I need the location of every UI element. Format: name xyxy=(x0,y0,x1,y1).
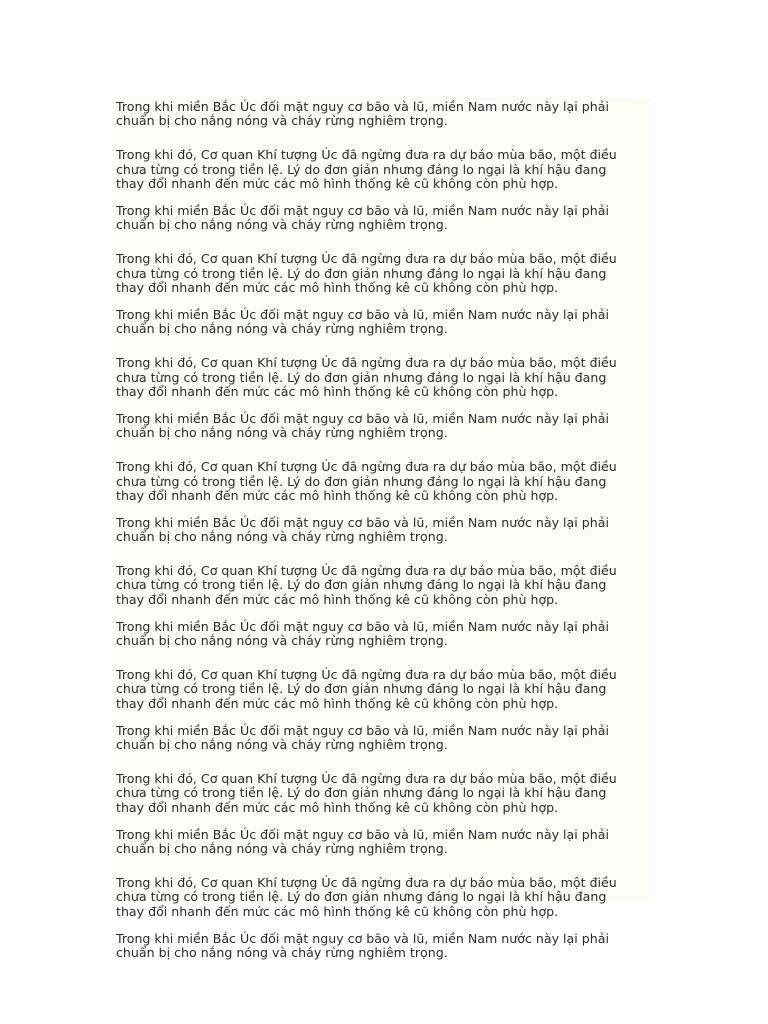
paragraph-bureau-forecast: Trong khi đó, Cơ quan Khí tượng Úc đã ngừng đưa ra dự báo mùa bão, một điều chưa từng có trong tiền lệ. Lý do đơn giản nhưng đáng lo ngại là khí hậu đang thay đổi nhanh đến mức các mô hình thống kê cũ không còn phù hợp. xyxy=(116,667,617,711)
paragraph-north-south-risk: Trong khi miền Bắc Úc đối mặt nguy cơ bão và lũ, miền Nam nước này lại phải chuẩn bị cho nắng nóng và cháy rừng nghiêm trọng. xyxy=(116,618,609,649)
paragraph-bureau-forecast: Trong khi đó, Cơ quan Khí tượng Úc đã ngừng đưa ra dự báo mùa bão, một điều chưa từng có trong tiền lệ. Lý do đơn giản nhưng đáng lo ngại là khí hậu đang thay đổi nhanh đến mức các mô hình thống kê cũ không còn phù hợp. xyxy=(116,459,617,503)
paragraph-bureau-forecast: Trong khi đó, Cơ quan Khí tượng Úc đã ngừng đưa ra dự báo mùa bão, một điều chưa từng có trong tiền lệ. Lý do đơn giản nhưng đáng lo ngại là khí hậu đang thay đổi nhanh đến mức các mô hình thống kê cũ không còn phù hợp. xyxy=(116,251,617,295)
paragraph-north-south-risk: Trong khi miền Bắc Úc đối mặt nguy cơ bão và lũ, miền Nam nước này lại phải chuẩn bị cho nắng nóng và cháy rừng nghiêm trọng. xyxy=(116,410,609,441)
paragraph-north-south-risk: Trong khi miền Bắc Úc đối mặt nguy cơ bão và lũ, miền Nam nước này lại phải chuẩn bị cho nắng nóng và cháy rừng nghiêm trọng. xyxy=(116,826,609,857)
paragraph-north-south-risk: Trong khi miền Bắc Úc đối mặt nguy cơ bão và lũ, miền Nam nước này lại phải chuẩn bị cho nắng nóng và cháy rừng nghiêm trọng. xyxy=(116,722,609,753)
paragraph-north-south-risk: Trong khi miền Bắc Úc đối mặt nguy cơ bão và lũ, miền Nam nước này lại phải chuẩn bị cho nắng nóng và cháy rừng nghiêm trọng. xyxy=(116,514,609,545)
document-text-block xyxy=(112,98,652,961)
paragraph-bureau-forecast: Trong khi đó, Cơ quan Khí tượng Úc đã ngừng đưa ra dự báo mùa bão, một điều chưa từng có trong tiền lệ. Lý do đơn giản nhưng đáng lo ngại là khí hậu đang thay đổi nhanh đến mức các mô hình thống kê cũ không còn phù hợp. xyxy=(116,771,617,815)
paragraph-north-south-risk: Trong khi miền Bắc Úc đối mặt nguy cơ bão và lũ, miền Nam nước này lại phải chuẩn bị cho nắng nóng và cháy rừng nghiêm trọng. xyxy=(116,99,609,129)
paragraph-north-south-risk: Trong khi miền Bắc Úc đối mặt nguy cơ bão và lũ, miền Nam nước này lại phải chuẩn bị cho nắng nóng và cháy rừng nghiêm trọng. xyxy=(116,202,609,233)
paragraph-bureau-forecast: Trong khi đó, Cơ quan Khí tượng Úc đã ngừng đưa ra dự báo mùa bão, một điều chưa từng có trong tiền lệ. Lý do đơn giản nhưng đáng lo ngại là khí hậu đang thay đổi nhanh đến mức các mô hình thống kê cũ không còn phù hợp. xyxy=(116,147,617,191)
paragraph-bureau-forecast: Trong khi đó, Cơ quan Khí tượng Úc đã ngừng đưa ra dự báo mùa bão, một điều chưa từng có trong tiền lệ. Lý do đơn giản nhưng đáng lo ngại là khí hậu đang thay đổi nhanh đến mức các mô hình thống kê cũ không còn phù hợp. xyxy=(116,355,617,399)
paragraph-bureau-forecast: Trong khi đó, Cơ quan Khí tượng Úc đã ngừng đưa ra dự báo mùa bão, một điều chưa từng có trong tiền lệ. Lý do đơn giản nhưng đáng lo ngại là khí hậu đang thay đổi nhanh đến mức các mô hình thống kê cũ không còn phù hợp. xyxy=(116,874,617,919)
paragraph-bureau-forecast: Trong khi đó, Cơ quan Khí tượng Úc đã ngừng đưa ra dự báo mùa bão, một điều chưa từng có trong tiền lệ. Lý do đơn giản nhưng đáng lo ngại là khí hậu đang thay đổi nhanh đến mức các mô hình thống kê cũ không còn phù hợp. xyxy=(116,563,617,607)
paragraph-north-south-risk: Trong khi miền Bắc Úc đối mặt nguy cơ bão và lũ, miền Nam nước này lại phải chuẩn bị cho nắng nóng và cháy rừng nghiêm trọng. xyxy=(116,930,609,961)
paragraph-north-south-risk: Trong khi miền Bắc Úc đối mặt nguy cơ bão và lũ, miền Nam nước này lại phải chuẩn bị cho nắng nóng và cháy rừng nghiêm trọng. xyxy=(116,306,609,337)
